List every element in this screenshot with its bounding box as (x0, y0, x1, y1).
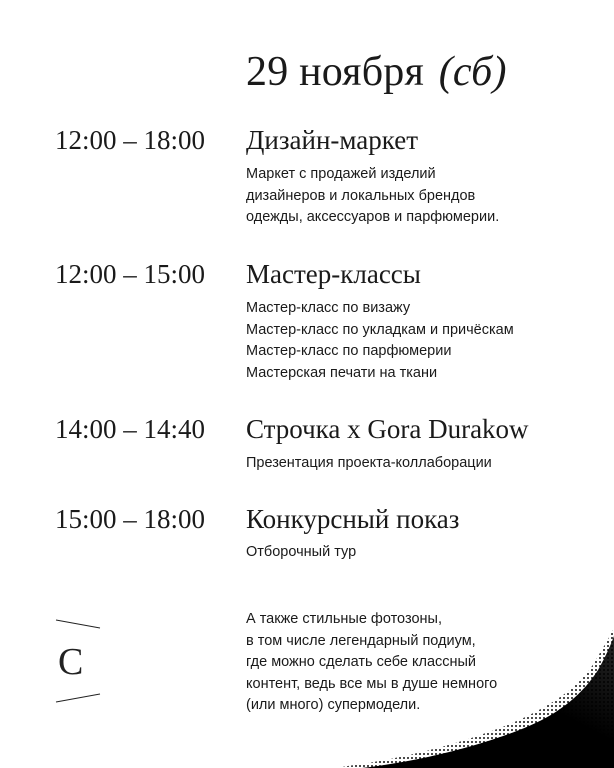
event-description (246, 542, 356, 564)
weekday-text: (сб) (438, 49, 507, 95)
description-line: Мастер-класс по парфюмерии (246, 343, 452, 360)
page-title (246, 48, 507, 96)
event-time: 12:00 – 18:00 (55, 125, 206, 155)
description-line: Презентация проекта-коллаборации (246, 455, 492, 471)
description-line: Отборочный тур (246, 544, 357, 560)
dark-wave (362, 636, 614, 768)
event-time: 12:00 – 15:00 (55, 259, 206, 289)
description-line: Мастер-класс по укладкам и причёскам (246, 321, 514, 338)
footer-line: А также стильные фотозоны, (246, 611, 442, 627)
event-time: 15:00 – 18:00 (55, 504, 206, 534)
description-line: дизайнеров и локальных брендов (246, 187, 476, 204)
event-time: 14:00 – 14:40 (55, 414, 206, 444)
event-title: Дизайн-маркет (246, 125, 419, 155)
logo-letter: С (58, 641, 84, 683)
description-line: Маркет с продажей изделий (246, 166, 436, 182)
footer-line: где можно сделать себе классный (246, 654, 477, 670)
description-line: Мастер-класс по визажу (246, 300, 411, 316)
footer-line: в том числе легендарный подиум, (246, 632, 476, 649)
footer-line: контент, ведь все мы в душе немного (246, 675, 498, 692)
event-title: Конкурсный показ (246, 504, 460, 534)
event-description (246, 453, 492, 475)
logo-bottom-line (56, 694, 100, 702)
event-description (246, 164, 499, 229)
logo-top-line (56, 620, 100, 628)
date-text: 29 ноября (246, 49, 424, 95)
description-line: Мастерская печати на ткани (246, 365, 438, 382)
footer-line: (или много) супермодели. (246, 697, 421, 713)
event-title: Мастер-классы (246, 259, 421, 289)
description-line: одежды, аксессуаров и парфюмерии. (246, 209, 500, 226)
event-description (246, 298, 514, 385)
decorative-corner-shape (314, 628, 614, 768)
event-title: Строчка x Gora Durakow (246, 414, 529, 444)
